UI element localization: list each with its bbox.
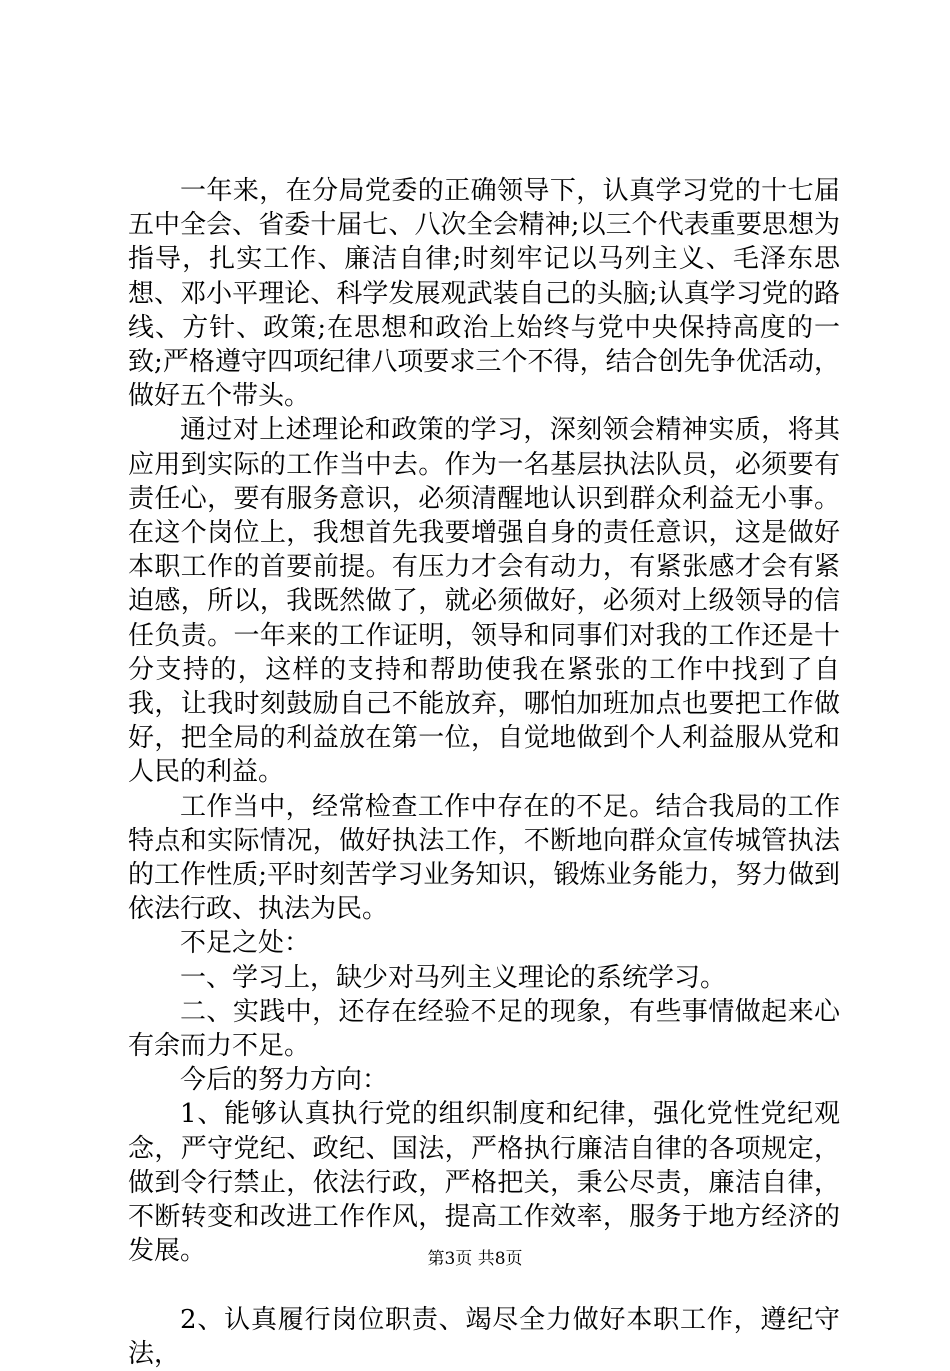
paragraph-direction-2: 2、认真履行岗位职责、竭尽全力做好本职工作，遵纪守法， [128,1304,840,1369]
document-body [128,174,840,1371]
paragraph-work: 工作当中，经常检查工作中存在的不足。结合我局的工作特点和实际情况，做好执法工作，不断地向群众宣传城管执法的工作性质;平时刻苦学习业务知识，锻炼业务能力，努力做到依法行政、执法为民。 [128,791,840,925]
page-number-footer: 第3页 共8页 [427,1249,523,1269]
paragraph-direction-1: 1、能够认真执行党的组织制度和纪律，强化党性党纪观念，严守党纪、政纪、国法，严格执行廉洁自律的各项规定，做到令行禁止，依法行政，严格把关，秉公尽责，廉洁自律，不断转变和改进工作作风，提高工作效率，服务于地方经济的发展。 [128,1099,840,1267]
paragraph-study: 通过对上述理论和政策的学习，深刻领会精神实质，将其应用到实际的工作当中去。作为一名基层执法队员，必须要有责任心，要有服务意识，必须清醒地认识到群众利益无小事。在这个岗位上，我想首先我要增强自身的责任意识，这是做好本职工作的首要前提。有压力才会有动力，有紧张感才会有紧迫感，所以，我既然做了，就必须做好，必须对上级领导的信任负责。一年来的工作证明，领导和同事们对我的工作还是十分支持的，这样的支持和帮助使我在紧张的工作中找到了自我，让我时刻鼓励自己不能放弃，哪怕加班加点也要把工作做好，把全局的利益放在第一位，自觉地做到个人利益服从党和人民的利益。 [128,415,840,788]
paragraph-shortcoming-1: 一、学习上，缺少对马列主义理论的系统学习。 [180,962,727,993]
paragraph-shortcoming-2: 二、实践中，还存在经验不足的现象，有些事情做起来心有余而力不足。 [128,996,840,1062]
paragraph-direction-heading: 今后的努力方向： [180,1065,389,1096]
paragraph-intro: 一年来，在分局党委的正确领导下，认真学习党的十七届五中全会、省委十届七、八次全会精神;以三个代表重要思想为指导，扎实工作、廉洁自律;时刻牢记以马列主义、毛泽东思想、邓小平理论、科学发展观武装自己的头脑;认真学习党的路线、方针、政策;在思想和政治上始终与党中央保持高度的一致;严格遵守四项纪律八项要求三个不得，结合创先争优活动，做好五个带头。 [128,176,840,412]
paragraph-shortcomings-heading: 不足之处： [180,928,311,959]
